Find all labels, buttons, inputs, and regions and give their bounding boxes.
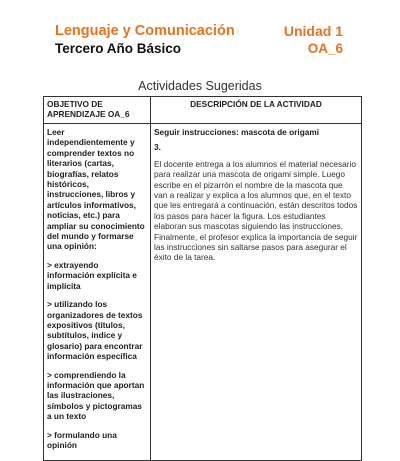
description-cell [151,124,362,461]
activity-title: Seguir instrucciones: mascota de origami [154,127,320,137]
objective-indicator: > utilizando los organizadores de textos expositivos (títulos, subtítulos, índice y glosario) para encontrar información específica [47,299,143,362]
header-right [284,22,343,58]
objective-text: Leer independientemente y comprender textos no literarios (cartas, biografías, relatos históricos, instrucciones, libros y artículos informativos, noticias, etc.) para ampliar su conocimiento del mundo y formarse una opinión: [47,127,145,252]
table-row [44,124,362,461]
objective-cell [44,124,151,461]
objective-code: OA_6 [307,41,343,56]
unit-label: Unidad 1 [283,23,343,39]
objective-indicator: > comprendiendo la información que aportan las ilustraciones, símbolos y pictogramas a un texto [47,369,145,422]
activity-number: 3. [154,142,161,153]
grade-title: Tercero Año Básico [55,41,182,56]
objective-indicator: > formulando una opinión [47,429,117,450]
section-title: Actividades Sugeridas [138,79,262,93]
activity-body: El docente entrega a los alumnos el material necesario para realizar una mascota de origami simple. Luego escribe en el pizarrón el nombre de la mascota que van a realizar y explica a los alumnos que, en el texto que les entregará a continuación, están descritos todos los pasos para hacer la figura. Los estudiantes elaboran sus mascotas siguiendo las instrucciones. Finalmente, el profesor explica la importancia de seguir las instrucciones sin saltarse pasos para asegurar el éxito de la tarea. [154,158,358,263]
description-column-header: DESCRIPCIÓN DE LA ACTIVIDAD [151,97,362,124]
header-left [55,22,235,58]
objective-indicator: > extrayendo información explícita e implícita [47,259,137,291]
objective-column-header: OBJETIVO DE APRENDIZAJE OA_6 [44,97,151,124]
subject-title: Lenguaje y Comunicación [55,23,235,39]
table-header-row [44,97,362,124]
activities-table [43,96,362,461]
